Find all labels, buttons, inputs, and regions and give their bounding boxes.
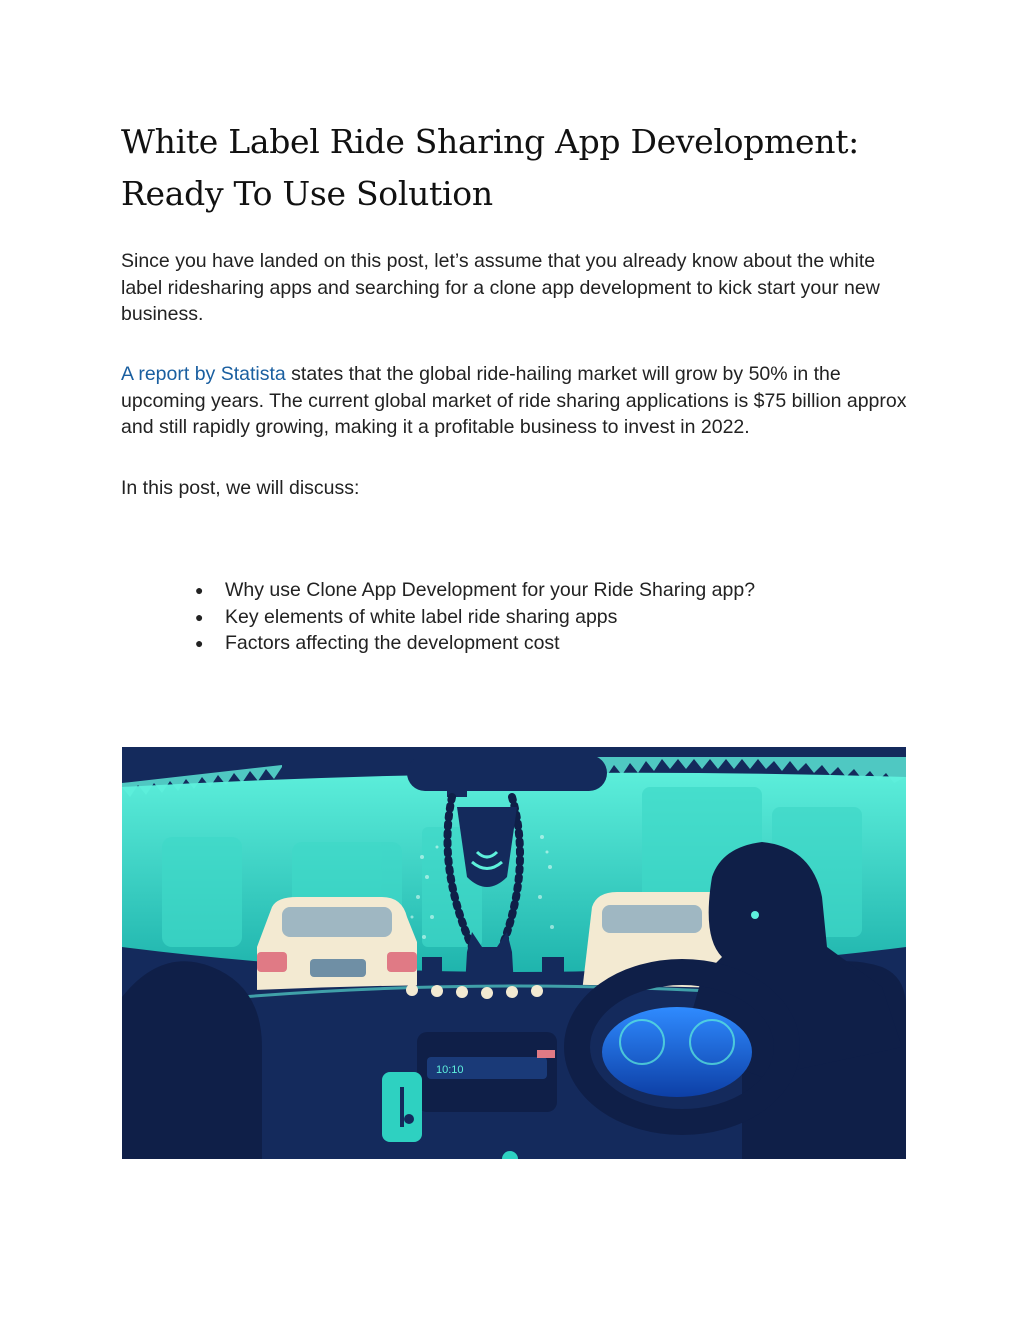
car-left [257, 897, 417, 992]
ride-sharing-illustration [122, 747, 906, 1159]
statista-paragraph [121, 361, 921, 441]
statista-report-link[interactable]: A report by Statista [121, 363, 286, 385]
intro-paragraph: Since you have landed on this post, let’s assume that you already know about the white label ridesharing apps and searching for a clone app development to kick start your new business. [121, 250, 880, 325]
rearview-mirror [407, 755, 607, 791]
topics-list [195, 577, 755, 657]
bullet-icon: ● [195, 608, 204, 625]
list-item-text: Factors affecting the development cost [225, 632, 560, 654]
list-item-text: Key elements of white label ride sharing apps [225, 605, 618, 628]
discuss-intro: In this post, we will discuss: [121, 477, 360, 499]
list-item [195, 577, 755, 604]
left-seat [122, 961, 262, 1159]
statista-paragraph-text: states that the global ride-hailing market will grow by 50% in the upcoming years. The current global market of ride sharing applications is $75 billion approx and still rapidly growing, making it a profitable business to invest in 2022. [121, 363, 907, 438]
bullet-icon: ● [195, 635, 204, 651]
earphone-icon [751, 911, 759, 919]
list-item [195, 630, 755, 657]
bullet-icon: ● [195, 582, 204, 598]
article-title [121, 116, 911, 220]
list-item [195, 604, 755, 631]
list-item-text: Why use Clone App Development for your Ride Sharing app? [225, 579, 756, 601]
car-interior-illustration [122, 747, 906, 1159]
dashboard-clock: 10:10 [436, 1064, 464, 1076]
article-title-line-1: White Label Ride Sharing App Development: [121, 122, 859, 161]
article-title-line-2: Ready To Use Solution [121, 174, 493, 213]
